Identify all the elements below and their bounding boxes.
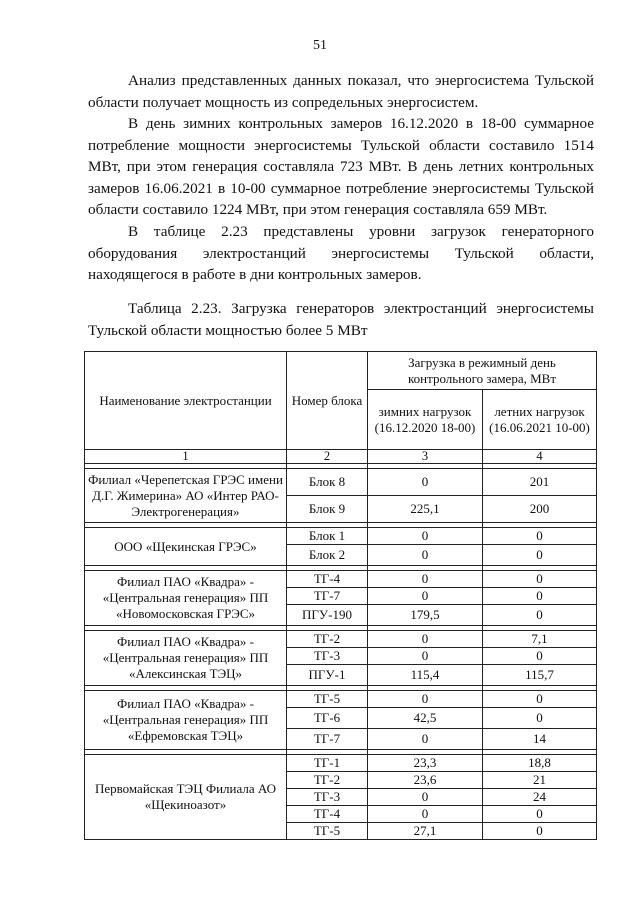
winter-load-cell: 0 — [368, 571, 483, 588]
summer-load-cell: 0 — [483, 571, 597, 588]
station-name-cell: Филиал ПАО «Квадра» - «Центральная генерация» ПП «Ефремовская ТЭЦ» — [85, 691, 287, 750]
unit-cell: ПГУ-1 — [287, 665, 368, 686]
paragraph-3: В таблице 2.23 представлены уровни загрузок генераторного оборудования электростанций энергосистемы Тульской области, находящегося в работе в дни контрольных замеров. — [88, 223, 594, 284]
unit-cell: ТГ-7 — [287, 588, 368, 605]
winter-load-cell: 0 — [368, 729, 483, 750]
station-name-cell: ООО «Щекинская ГРЭС» — [85, 528, 287, 566]
summer-load-cell: 200 — [483, 496, 597, 523]
winter-load-cell: 23,6 — [368, 772, 483, 789]
table-caption: Таблица 2.23. Загрузка генераторов электростанций энергосистемы Тульской области мощностью более 5 МВт — [88, 300, 594, 339]
column-number: 1 — [85, 450, 287, 464]
unit-cell: ТГ-7 — [287, 729, 368, 750]
header-winter: зимних нагрузок (16.12.2020 18-00) — [368, 390, 483, 450]
unit-cell: ТГ-2 — [287, 631, 368, 648]
summer-load-cell: 0 — [483, 588, 597, 605]
winter-load-cell: 0 — [368, 469, 483, 496]
summer-load-cell: 201 — [483, 469, 597, 496]
column-number: 4 — [483, 450, 597, 464]
summer-load-cell: 0 — [483, 806, 597, 823]
unit-cell: ТГ-5 — [287, 691, 368, 708]
unit-cell: ТГ-6 — [287, 708, 368, 729]
header-summer: летних нагрузок (16.06.2021 10-00) — [483, 390, 597, 450]
station-name-cell: Филиал ПАО «Квадра» - «Центральная генерация» ПП «Алексинская ТЭЦ» — [85, 631, 287, 686]
winter-load-cell: 27,1 — [368, 823, 483, 840]
winter-load-cell: 0 — [368, 545, 483, 566]
header-unit: Номер блока — [287, 352, 368, 450]
table-row — [85, 528, 597, 545]
summer-load-cell: 18,8 — [483, 755, 597, 772]
unit-cell: ТГ-2 — [287, 772, 368, 789]
unit-cell: ТГ-4 — [287, 806, 368, 823]
summer-load-cell: 14 — [483, 729, 597, 750]
station-name-cell: Филиал ПАО «Квадра» - «Центральная генерация» ПП «Новомосковская ГРЭС» — [85, 571, 287, 626]
unit-cell: ТГ-3 — [287, 789, 368, 806]
unit-cell: ТГ-3 — [287, 648, 368, 665]
winter-load-cell: 42,5 — [368, 708, 483, 729]
winter-load-cell: 0 — [368, 588, 483, 605]
station-name-cell: Первомайская ТЭЦ Филиала АО «Щекиноазот» — [85, 755, 287, 840]
winter-load-cell: 179,5 — [368, 605, 483, 626]
unit-cell: Блок 2 — [287, 545, 368, 566]
page-number: 51 — [313, 38, 327, 53]
table-row — [85, 571, 597, 588]
summer-load-cell: 0 — [483, 823, 597, 840]
table-row — [85, 631, 597, 648]
header-load-group: Загрузка в режимный день контрольного замера, МВт — [368, 352, 597, 390]
paragraph-1: Анализ представленных данных показал, что энергосистема Тульской области получает мощность из сопредельных энергосистем. — [88, 72, 594, 111]
unit-cell: Блок 8 — [287, 469, 368, 496]
summer-load-cell: 0 — [483, 605, 597, 626]
table-row — [85, 755, 597, 772]
unit-cell: Блок 1 — [287, 528, 368, 545]
summer-load-cell: 0 — [483, 691, 597, 708]
unit-cell: ТГ-4 — [287, 571, 368, 588]
unit-cell: ТГ-5 — [287, 823, 368, 840]
column-number-row — [85, 450, 597, 464]
generator-load-table — [84, 351, 597, 840]
column-number: 3 — [368, 450, 483, 464]
winter-load-cell: 225,1 — [368, 496, 483, 523]
winter-load-cell: 115,4 — [368, 665, 483, 686]
header-station: Наименование электростанции — [85, 352, 287, 450]
unit-cell: ПГУ-190 — [287, 605, 368, 626]
winter-load-cell: 23,3 — [368, 755, 483, 772]
summer-load-cell: 0 — [483, 708, 597, 729]
winter-load-cell: 0 — [368, 648, 483, 665]
summer-load-cell: 0 — [483, 545, 597, 566]
summer-load-cell: 21 — [483, 772, 597, 789]
winter-load-cell: 0 — [368, 806, 483, 823]
summer-load-cell: 0 — [483, 528, 597, 545]
summer-load-cell: 7,1 — [483, 631, 597, 648]
station-name-cell: Филиал «Черепетская ГРЭС имени Д.Г. Жимерина» АО «Интер РАО-Электрогенерация» — [85, 469, 287, 523]
column-number: 2 — [287, 450, 368, 464]
summer-load-cell: 24 — [483, 789, 597, 806]
paragraph-2: В день зимних контрольных замеров 16.12.2020 в 18-00 суммарное потребление мощности энергосистемы Тульской области составило 1514 МВт, при этом генерация составляла 723 МВт. В день летних контрольных замеров 16.06.2021 в 10-00 суммарное потребление энергосистемы Тульской области составило 1224 МВт, при этом генерация составляла 659 МВт. — [88, 115, 594, 219]
summer-load-cell: 0 — [483, 648, 597, 665]
summer-load-cell: 115,7 — [483, 665, 597, 686]
table-row — [85, 691, 597, 708]
winter-load-cell: 0 — [368, 691, 483, 708]
winter-load-cell: 0 — [368, 789, 483, 806]
table-row — [85, 469, 597, 496]
unit-cell: ТГ-1 — [287, 755, 368, 772]
winter-load-cell: 0 — [368, 631, 483, 648]
unit-cell: Блок 9 — [287, 496, 368, 523]
winter-load-cell: 0 — [368, 528, 483, 545]
